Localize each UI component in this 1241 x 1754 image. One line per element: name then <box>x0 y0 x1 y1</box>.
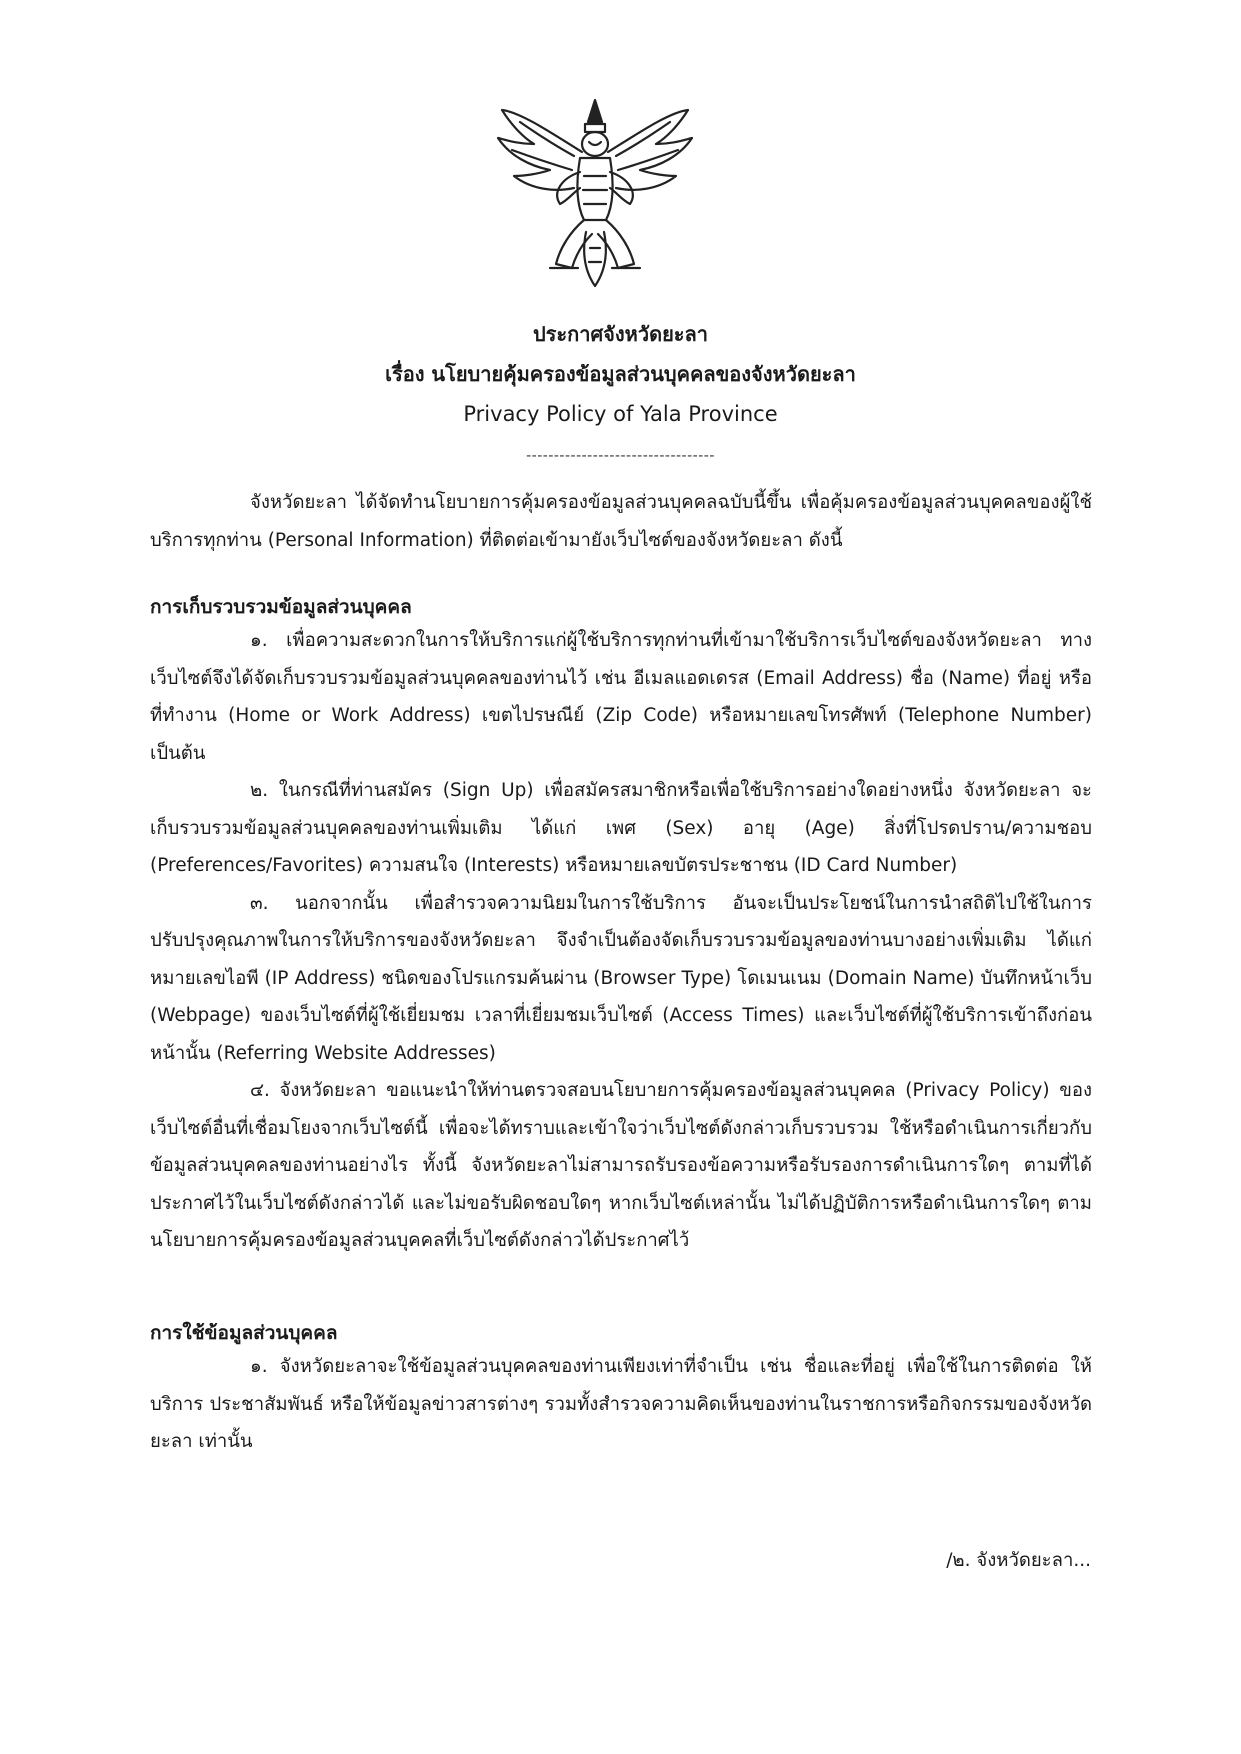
header-divider: ---------------------------------- <box>526 448 715 464</box>
intro-paragraph: จังหวัดยะลา ได้จัดทำนโยบายการคุ้มครองข้อมูลส่วนบุคคลฉบับนี้ขึ้น เพื่อคุ้มครองข้อมูลส่วนบุคคลของผู้ใช้บริการทุกท่าน (Personal Information) ที่ติดต่อเข้ามายังเว็บไซต์ของจังหวัดยะลา ดังนี้ <box>150 492 1092 551</box>
section-1-item-4: ๔. จังหวัดยะลา ขอแนะนำให้ท่านตรวจสอบนโยบายการคุ้มครองข้อมูลส่วนบุคคล (Privacy Policy) ของเว็บไซต์อื่นที่เชื่อมโยงจากเว็บไซต์นี้ เพื่อจะได้ทราบและเข้าใจว่าเว็บไซต์ดังกล่าวเก็บรวบรวม ใช้หรือดำเนินการเกี่ยวกับข้อมูลส่วนบุคคลของท่านอย่างไร ทั้งนี้ จังหวัดยะลาไม่สามารถรับรองข้อความหรือรับรองการดำเนินการใดๆ ตามที่ได้ประกาศไว้ในเว็บไซต์ดังกล่าวได้ และไม่ขอรับผิดชอบใดๆ หากเว็บไซต์เหล่านั้น ไม่ได้ปฏิบัติการหรือดำเนินการใดๆ ตามนโยบายการคุ้มครองข้อมูลส่วนบุคคลที่เว็บไซต์ดังกล่าวได้ประกาศไว้ <box>150 1080 1092 1251</box>
section-2-heading: การใช้ข้อมูลส่วนบุคคล <box>150 1322 338 1344</box>
section-1-item-2: ๒. ในกรณีที่ท่านสมัคร (Sign Up) เพื่อสมัครสมาชิกหรือเพื่อใช้บริการอย่างใดอย่างหนึ่ง จังหวัดยะลา จะเก็บรวบรวมข้อมูลส่วนบุคคลของท่านเพิ่มเติม ได้แก่ เพศ (Sex) อายุ (Age) สิ่งที่โปรดปราน/ความชอบ (Preferences/Favorites) ความสนใจ (Interests) หรือหมายเลขบัตรประชาชน (ID Card Number) <box>150 780 1092 876</box>
continuation-marker: /๒. จังหวัดยะลา... <box>946 1550 1091 1571</box>
title-line-2: เรื่อง นโยบายคุ้มครองข้อมูลส่วนบุคคลของจังหวัดยะลา <box>385 362 856 386</box>
garuda-emblem-icon <box>490 92 700 292</box>
section-1-heading: การเก็บรวบรวมข้อมูลส่วนบุคคล <box>150 596 412 618</box>
section-1-body <box>150 622 1092 1260</box>
title-line-1: ประกาศจังหวัดยะลา <box>532 322 709 346</box>
section-2-item-1: ๑. จังหวัดยะลาจะใช้ข้อมูลส่วนบุคคลของท่านเพียงเท่าที่จำเป็น เช่น ชื่อและที่อยู่ เพื่อใช้ในการติดต่อ ให้บริการ ประชาสัมพันธ์ หรือให้ข้อมูลข่าวสารต่างๆ รวมทั้งสำรวจความคิดเห็นของท่านในราชการหรือกิจกรรมของจังหวัดยะลา เท่านั้น <box>150 1356 1092 1452</box>
section-1-item-3: ๓. นอกจากนั้น เพื่อสำรวจความนิยมในการใช้บริการ อันจะเป็นประโยชน์ในการนำสถิติไปใช้ในการปรับปรุงคุณภาพในการให้บริการของจังหวัดยะลา จึงจำเป็นต้องจัดเก็บรวบรวมข้อมูลของท่านบางอย่างเพิ่มเติม ได้แก่ หมายเลขไอพี (IP Address) ชนิดของโปรแกรมค้นผ่าน (Browser Type) โดเมนเนม (Domain Name) บันทึกหน้าเว็บ (Webpage) ของเว็บไซต์ที่ผู้ใช้เยี่ยมชม เวลาที่เยี่ยมชมเว็บไซต์ (Access Times) และเว็บไซต์ที่ผู้ใช้บริการเข้าถึงก่อนหน้านั้น (Referring Website Addresses) <box>150 892 1092 1064</box>
section-1-item-1: ๑. เพื่อความสะดวกในการให้บริการแก่ผู้ใช้บริการทุกท่านที่เข้ามาใช้บริการเว็บไซต์ของจังหวัดยะลา ทางเว็บไซต์จึงได้จัดเก็บรวบรวมข้อมูลส่วนบุคคลของท่านไว้ เช่น อีเมลแอดเดรส (Email Address) ชื่อ (Name) ที่อยู่ หรือ ที่ทำงาน (Home or Work Address) เขตไปรษณีย์ (Zip Code) หรือหมายเลขโทรศัพท์ (Telephone Number) เป็นต้น <box>150 630 1092 764</box>
section-2-body <box>150 1348 1092 1461</box>
title-line-3-english: Privacy Policy of Yala Province <box>463 402 778 426</box>
